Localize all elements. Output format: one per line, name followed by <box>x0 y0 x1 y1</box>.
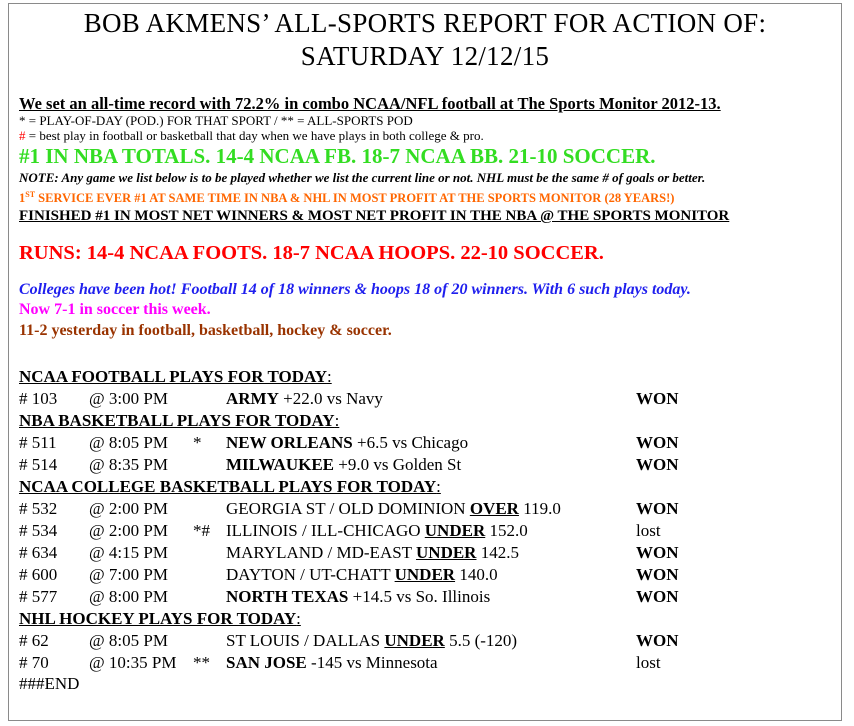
pick-total-side: UNDER <box>416 543 477 563</box>
soccer-week-line: Now 7-1 in soccer this week. <box>19 301 211 319</box>
pick-line: 119.0 <box>518 499 561 519</box>
service-claim <box>19 186 839 207</box>
report-title <box>9 7 841 73</box>
play-row <box>19 630 839 652</box>
section-title-text: NCAA COLLEGE BASKETBALL PLAYS FOR TODAY <box>19 477 437 497</box>
play-time: @ 8:05 PM <box>89 631 168 651</box>
pick-team: SAN JOSE <box>226 653 307 673</box>
end-marker: ###END <box>19 674 80 694</box>
play-pick <box>226 630 517 652</box>
play-result: lost <box>636 521 661 541</box>
play-row <box>19 454 839 476</box>
service-sup: ST <box>25 190 36 199</box>
play-number: # 103 <box>19 389 58 409</box>
headline-records: #1 IN NBA TOTALS. 14-4 NCAA FB. 18-7 NCAA BB. 21-10 SOCCER. <box>19 144 656 168</box>
hash-symbol: # <box>19 128 26 143</box>
section-title <box>19 476 839 498</box>
report-body <box>19 94 839 694</box>
section-title-text: NBA BASKETBALL PLAYS FOR TODAY <box>19 411 335 431</box>
play-row <box>19 388 839 410</box>
play-pick <box>226 542 519 564</box>
pick-team: NEW ORLEANS <box>226 433 353 453</box>
play-row <box>19 586 839 608</box>
section-title-colon: : <box>326 367 332 387</box>
record-statement: We set an all-time record with 72.2% in combo NCAA/NFL football at The Sports Monitor 2012-13. <box>19 94 721 113</box>
pick-team: NORTH TEXAS <box>226 587 349 607</box>
play-result: WON <box>636 631 679 651</box>
play-pick <box>226 432 468 454</box>
runs-line: RUNS: 14-4 NCAA FOOTS. 18-7 NCAA HOOPS. 22-10 SOCCER. <box>19 242 604 265</box>
section-title-colon: : <box>436 477 441 497</box>
hash-legend <box>19 128 839 143</box>
pick-line: -145 vs Minnesota <box>306 653 438 673</box>
play-time: @ 8:05 PM <box>89 433 168 453</box>
play-row <box>19 652 839 674</box>
pick-line: +22.0 vs Navy <box>278 389 383 409</box>
section-title-text: NHL HOCKEY PLAYS FOR TODAY <box>19 609 297 629</box>
section-title <box>19 410 839 432</box>
play-result: WON <box>636 565 679 585</box>
play-result: lost <box>636 653 661 673</box>
play-result: WON <box>636 587 679 607</box>
play-result: WON <box>636 499 679 519</box>
play-pick <box>226 388 383 410</box>
play-number: # 62 <box>19 631 49 651</box>
pick-line: 5.5 (-120) <box>444 631 518 651</box>
play-row <box>19 520 839 542</box>
pick-line: +14.5 vs So. Illinois <box>348 587 491 607</box>
pick-line: 142.5 <box>476 543 519 563</box>
play-number: # 70 <box>19 653 49 673</box>
colleges-line: Colleges have been hot! Football 14 of 18 winners & hoops 18 of 20 winners. With 6 such plays today. <box>19 281 691 299</box>
service-post: SERVICE EVER #1 AT SAME TIME IN NBA & NHL IN MOST PROFIT AT THE SPORTS MONITOR (28 YEARS!) <box>35 191 675 206</box>
play-row <box>19 498 839 520</box>
plays-list <box>19 366 839 674</box>
play-result: WON <box>636 543 679 563</box>
play-row <box>19 564 839 586</box>
hash-legend-text: = best play in football or basketball that day when we have plays in both college & pro. <box>25 128 484 143</box>
pick-total-side: UNDER <box>424 521 486 541</box>
play-number: # 511 <box>19 433 57 453</box>
pick-total-side: UNDER <box>384 631 445 651</box>
section-title <box>19 366 839 388</box>
play-flag: * <box>193 433 202 453</box>
play-pick <box>226 564 498 586</box>
section-title <box>19 608 839 630</box>
pick-line: 140.0 <box>455 565 498 585</box>
play-time: @ 4:15 PM <box>89 543 168 563</box>
play-time: @ 7:00 PM <box>89 565 168 585</box>
title-line-2: SATURDAY 12/12/15 <box>300 41 550 71</box>
pick-line: 152.0 <box>485 521 528 541</box>
play-number: # 600 <box>19 565 58 585</box>
play-result: WON <box>636 389 679 409</box>
finished-claim: FINISHED #1 IN MOST NET WINNERS & MOST NET PROFIT IN THE NBA @ THE SPORTS MONITOR <box>19 208 730 225</box>
pick-team: DAYTON / UT-CHATT <box>226 565 395 585</box>
pick-line: +6.5 vs Chicago <box>352 433 469 453</box>
service-pre: 1 <box>19 191 26 206</box>
report-frame <box>8 3 842 721</box>
play-time: @ 3:00 PM <box>89 389 168 409</box>
play-time: @ 8:35 PM <box>89 455 168 475</box>
play-pick <box>226 454 461 476</box>
play-flag: ** <box>193 653 210 673</box>
pick-team: MARYLAND / MD-EAST <box>226 543 417 563</box>
play-number: # 532 <box>19 499 58 519</box>
play-time: @ 8:00 PM <box>89 587 168 607</box>
play-row <box>19 432 839 454</box>
pick-line: +9.0 vs Golden St <box>334 455 462 475</box>
yesterday-line: 11-2 yesterday in football, basketball, hockey & soccer. <box>19 322 392 340</box>
pick-total-side: UNDER <box>394 565 456 585</box>
pod-legend: * = PLAY-OF-DAY (POD.) FOR THAT SPORT / ** = ALL-SPORTS POD <box>19 113 413 128</box>
play-time: @ 10:35 PM <box>89 653 177 673</box>
play-pick <box>226 652 438 674</box>
play-pick <box>226 520 528 542</box>
play-pick <box>226 586 490 608</box>
play-row <box>19 542 839 564</box>
play-time: @ 2:00 PM <box>89 521 168 541</box>
line-note: NOTE: Any game we list below is to be played whether we list the current line or not. NHL must be the same # of goals or better. <box>19 170 706 185</box>
play-flag: *# <box>193 521 210 541</box>
play-number: # 514 <box>19 455 58 475</box>
pick-team: ARMY <box>226 389 279 409</box>
play-time: @ 2:00 PM <box>89 499 168 519</box>
section-title-colon: : <box>334 411 340 431</box>
play-result: WON <box>636 455 679 475</box>
title-line-1: BOB AKMENS’ ALL-SPORTS REPORT FOR ACTION OF: <box>83 8 767 38</box>
pick-team: MILWAUKEE <box>226 455 335 475</box>
pick-total-side: OVER <box>469 499 519 519</box>
play-number: # 634 <box>19 543 58 563</box>
play-number: # 577 <box>19 587 58 607</box>
play-pick <box>226 498 561 520</box>
pick-team: ILLINOIS / ILL-CHICAGO <box>226 521 425 541</box>
play-number: # 534 <box>19 521 58 541</box>
section-title-text: NCAA FOOTBALL PLAYS FOR TODAY <box>19 367 327 387</box>
pick-team: GEORGIA ST / OLD DOMINION <box>226 499 470 519</box>
section-title-colon: : <box>296 609 301 629</box>
play-result: WON <box>636 433 679 453</box>
pick-team: ST LOUIS / DALLAS <box>226 631 385 651</box>
